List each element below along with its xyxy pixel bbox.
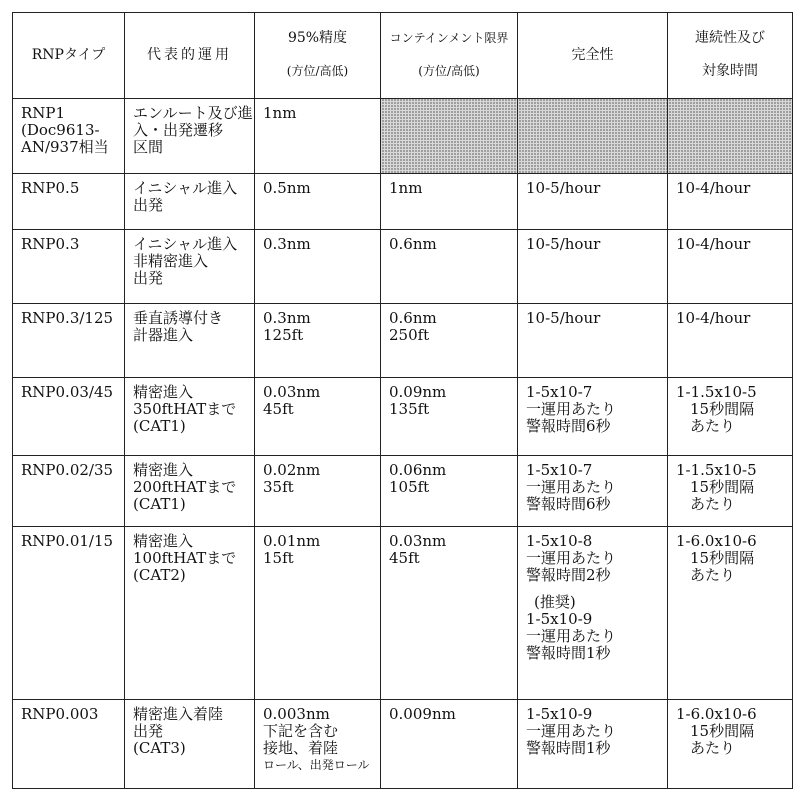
cell-operation xyxy=(125,378,255,455)
cell-accuracy xyxy=(255,378,381,455)
header-rnp-type xyxy=(13,13,125,99)
header-containment xyxy=(381,13,518,99)
cell-line: ロール、出発ロール xyxy=(263,758,370,773)
cell-line: 一運用あたり xyxy=(526,400,617,419)
header-accuracy-label: 95%精度 xyxy=(287,30,348,47)
cell-integrity xyxy=(518,378,668,455)
cell-line: 45ft xyxy=(389,548,420,567)
cell-line: 出発 xyxy=(133,269,164,288)
rnp-table xyxy=(12,12,793,789)
header-continuity-line1: 連続性及び xyxy=(695,30,765,47)
cell-line: 0.5nm xyxy=(263,179,311,198)
cell-line: 1-1.5x10-5 xyxy=(676,460,757,479)
cell-line: RNP0.003 xyxy=(21,705,99,724)
cell-line: 1nm xyxy=(389,179,423,198)
cell-line: 1-5x10-7 xyxy=(526,383,593,402)
cell-line: 15秒間隔 xyxy=(690,477,755,496)
cell-rnp-type xyxy=(13,303,125,377)
table-row xyxy=(13,230,793,303)
header-continuity-line2: 対象時間 xyxy=(702,63,758,80)
cell-line: 100ftHATまで xyxy=(133,548,237,567)
cell-containment xyxy=(381,174,518,230)
cell-line: 警報時間2秒 xyxy=(526,565,611,584)
cell-line: あたり xyxy=(690,565,736,584)
cell-integrity xyxy=(518,303,668,377)
cell-line: 警報時間1秒 xyxy=(526,739,611,758)
cell-containment xyxy=(381,303,518,377)
cell-line: 15ft xyxy=(263,548,294,567)
cell-line: 0.06nm xyxy=(389,460,447,479)
cell-line: 0.6nm xyxy=(389,235,437,254)
cell-line: 10-5/hour xyxy=(526,179,601,198)
cell-line: 区間 xyxy=(133,137,164,156)
cell-line: 10-4/hour xyxy=(676,308,751,327)
cell-integrity xyxy=(518,700,668,789)
cell-continuity xyxy=(668,455,793,526)
cell-line: イニシャル進入 xyxy=(133,235,238,254)
cell-line: 精密進入 xyxy=(133,460,194,479)
cell-accuracy xyxy=(255,526,381,699)
cell-containment xyxy=(381,455,518,526)
cell-integrity-shaded xyxy=(518,98,668,173)
cell-line: (CAT3) xyxy=(133,739,186,758)
cell-containment xyxy=(381,230,518,303)
cell-line: 出発 xyxy=(133,722,164,741)
cell-line: 10-5/hour xyxy=(526,308,601,327)
cell-line: (CAT1) xyxy=(133,494,186,513)
cell-continuity xyxy=(668,230,793,303)
cell-accuracy xyxy=(255,455,381,526)
cell-integrity xyxy=(518,230,668,303)
cell-line: 0.003nm xyxy=(263,705,330,724)
cell-line: 精密進入 xyxy=(133,383,194,402)
cell-line: 1-5x10-8 xyxy=(526,531,593,550)
cell-accuracy xyxy=(255,98,381,173)
cell-line: 一運用あたり xyxy=(526,626,617,645)
cell-line: 1-5x10-9 xyxy=(526,705,593,724)
cell-line: RNP0.3/125 xyxy=(21,308,114,327)
cell-line: 0.6nm xyxy=(389,308,437,327)
cell-line: イニシャル進入 xyxy=(133,179,238,198)
cell-accuracy xyxy=(255,230,381,303)
header-rnp-type-label: RNPタイプ xyxy=(31,46,106,63)
cell-operation xyxy=(125,98,255,173)
table-row xyxy=(13,700,793,789)
table-row xyxy=(13,526,793,699)
cell-rnp-type xyxy=(13,455,125,526)
cell-continuity xyxy=(668,378,793,455)
cell-operation xyxy=(125,303,255,377)
cell-line: 1-6.0x10-6 xyxy=(676,705,757,724)
cell-rnp-type xyxy=(13,174,125,230)
cell-line: 1-5x10-7 xyxy=(526,460,593,479)
cell-line: 15秒間隔 xyxy=(690,548,755,567)
cell-line: 警報時間6秒 xyxy=(526,494,611,513)
cell-integrity xyxy=(518,526,668,699)
cell-rnp-type xyxy=(13,378,125,455)
cell-line: 0.09nm xyxy=(389,383,447,402)
cell-line: 出発 xyxy=(133,196,164,215)
cell-continuity xyxy=(668,303,793,377)
cell-line: あたり xyxy=(690,739,736,758)
cell-continuity-shaded xyxy=(668,98,793,173)
cell-line: 0.009nm xyxy=(389,705,456,724)
cell-containment xyxy=(381,378,518,455)
cell-operation xyxy=(125,174,255,230)
cell-line: AN/937相当 xyxy=(21,137,109,156)
cell-line: 0.01nm xyxy=(263,531,321,550)
cell-line: 入・出発遷移 xyxy=(133,120,224,139)
header-integrity xyxy=(518,13,668,99)
cell-line: RNP0.01/15 xyxy=(21,531,114,550)
cell-line: 0.3nm xyxy=(263,235,311,254)
cell-continuity xyxy=(668,700,793,789)
cell-line: RNP0.3 xyxy=(21,235,80,254)
cell-line: 135ft xyxy=(389,400,430,419)
cell-line: (Doc9613- xyxy=(21,120,100,139)
cell-line: 105ft xyxy=(389,477,430,496)
cell-line: 警報時間1秒 xyxy=(526,643,611,662)
cell-line: 250ft xyxy=(389,325,430,344)
cell-line: 35ft xyxy=(263,477,294,496)
cell-line: (CAT2) xyxy=(133,565,186,584)
header-typical-operation-label: 代表的運用 xyxy=(147,46,232,63)
cell-accuracy xyxy=(255,303,381,377)
cell-line: 10-4/hour xyxy=(676,235,751,254)
cell-line: 200ftHATまで xyxy=(133,477,237,496)
cell-line: 1-1.5x10-5 xyxy=(676,383,757,402)
cell-rnp-type xyxy=(13,700,125,789)
cell-line: RNP0.02/35 xyxy=(21,460,114,479)
cell-line: あたり xyxy=(690,494,736,513)
header-continuity xyxy=(668,13,793,99)
table-row xyxy=(13,303,793,377)
cell-containment xyxy=(381,526,518,699)
cell-line: 1-6.0x10-6 xyxy=(676,531,757,550)
cell-integrity xyxy=(518,455,668,526)
cell-line: 精密進入 xyxy=(133,531,194,550)
header-containment-label: コンテインメント限界 xyxy=(389,31,509,46)
cell-line: 警報時間6秒 xyxy=(526,417,611,436)
header-typical-operation xyxy=(125,13,255,99)
cell-rnp-type xyxy=(13,230,125,303)
cell-line: 10-4/hour xyxy=(676,179,751,198)
cell-rnp-type xyxy=(13,98,125,173)
cell-line: 125ft xyxy=(263,325,304,344)
cell-line: 1nm xyxy=(263,103,297,122)
cell-line: 45ft xyxy=(263,400,294,419)
cell-operation xyxy=(125,700,255,789)
cell-line: 非精密進入 xyxy=(133,252,209,271)
cell-line: 0.03nm xyxy=(389,531,447,550)
cell-line: RNP1 xyxy=(21,103,66,122)
cell-containment xyxy=(381,700,518,789)
cell-operation xyxy=(125,526,255,699)
table-row xyxy=(13,455,793,526)
header-accuracy xyxy=(255,13,381,99)
cell-line: 0.02nm xyxy=(263,460,321,479)
header-row xyxy=(13,13,793,99)
table-row xyxy=(13,174,793,230)
cell-line-recommended: (推奨) xyxy=(534,592,576,611)
cell-continuity xyxy=(668,526,793,699)
cell-line: RNP0.5 xyxy=(21,179,80,198)
cell-containment-shaded xyxy=(381,98,518,173)
header-accuracy-sub: (方位/高低) xyxy=(286,64,349,79)
cell-operation xyxy=(125,455,255,526)
cell-line: 一運用あたり xyxy=(526,722,617,741)
cell-line: 下記を含む xyxy=(263,722,339,741)
cell-line: エンルート及び進 xyxy=(133,103,253,122)
cell-line: 垂直誘導付き xyxy=(133,308,224,327)
cell-line: 15秒間隔 xyxy=(690,400,755,419)
cell-accuracy xyxy=(255,174,381,230)
cell-line: あたり xyxy=(690,417,736,436)
cell-line: 350ftHATまで xyxy=(133,400,237,419)
table-row xyxy=(13,98,793,173)
cell-line: 15秒間隔 xyxy=(690,722,755,741)
cell-rnp-type xyxy=(13,526,125,699)
cell-line: 接地、着陸 xyxy=(263,739,339,758)
cell-line: 一運用あたり xyxy=(526,477,617,496)
cell-operation xyxy=(125,230,255,303)
cell-line: 一運用あたり xyxy=(526,548,617,567)
cell-line: 0.3nm xyxy=(263,308,311,327)
cell-line: 計器進入 xyxy=(133,325,194,344)
cell-line: 1-5x10-9 xyxy=(526,609,593,628)
cell-continuity xyxy=(668,174,793,230)
table-row xyxy=(13,378,793,455)
header-containment-sub: (方位/高低) xyxy=(418,64,480,79)
cell-integrity xyxy=(518,174,668,230)
cell-accuracy xyxy=(255,700,381,789)
cell-line: RNP0.03/45 xyxy=(21,383,114,402)
cell-line: 0.03nm xyxy=(263,383,321,402)
header-integrity-label: 完全性 xyxy=(571,46,614,63)
cell-line: 精密進入着陸 xyxy=(133,705,224,724)
cell-line: 10-5/hour xyxy=(526,235,601,254)
cell-line: (CAT1) xyxy=(133,417,186,436)
